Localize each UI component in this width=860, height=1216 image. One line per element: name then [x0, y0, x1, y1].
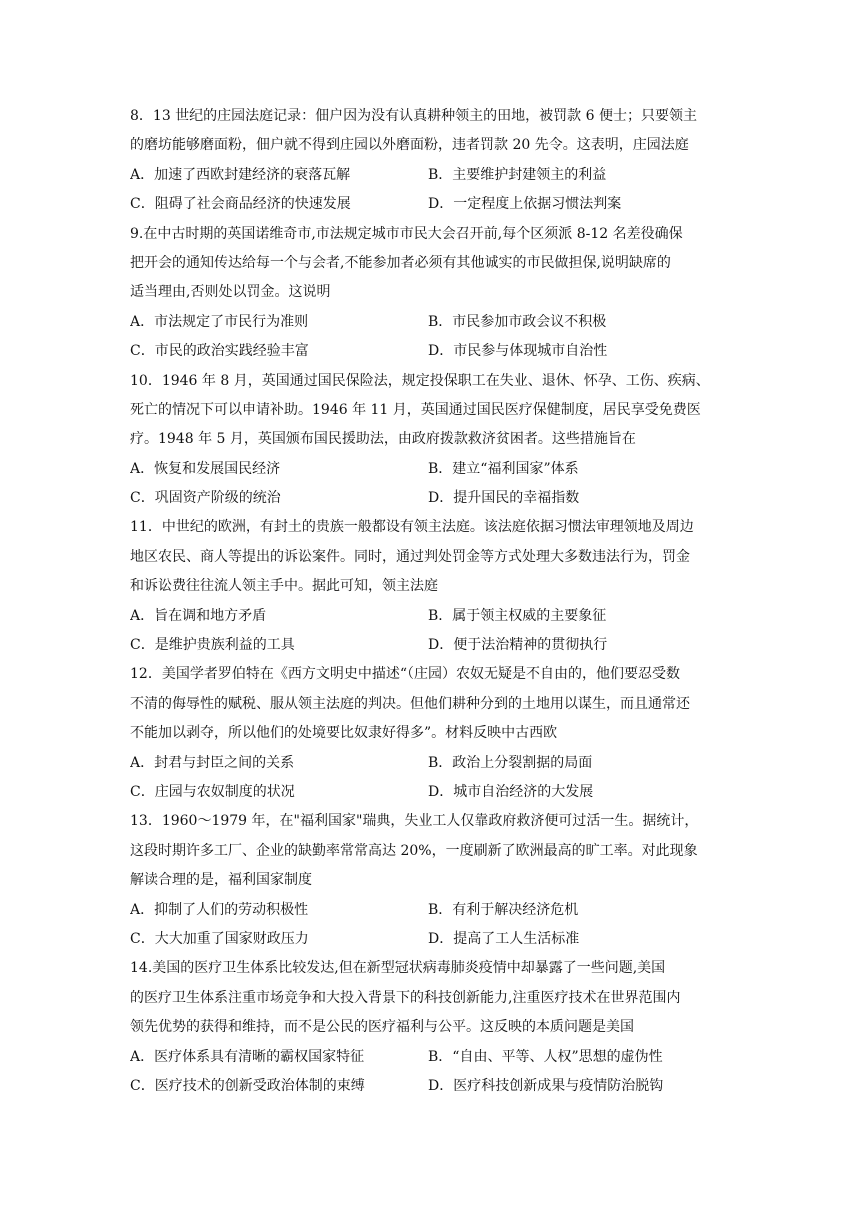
- question-stem-line: 解读合理的是，福利国家制度: [130, 872, 312, 889]
- option-a: A．医疗体系具有清晰的霸权国家特征: [130, 1048, 365, 1065]
- question-stem-line: 死亡的情况下可以申请补助。1946 年 11 月，英国通过国民医疗保健制度，居民享受免费医: [130, 401, 701, 418]
- option-a: A．加速了西欧封建经济的衰落瓦解: [130, 166, 351, 183]
- question-stem-line: 适当理由,否则处以罚金。这说明: [130, 284, 331, 301]
- option-row: [130, 337, 730, 366]
- question-stem-line: 9.在中古时期的英国诺维奇市,市法规定城市市民大会召开前,每个区须派 8-12 名差役确保: [130, 225, 683, 242]
- option-row: [130, 455, 730, 484]
- option-a: A．市法规定了市民行为准则: [130, 313, 309, 330]
- option-d: D．市民参与体现城市自治性: [428, 343, 608, 360]
- option-a: A．抑制了人们的劳动积极性: [130, 901, 309, 918]
- option-b: B．有利于解决经济危机: [428, 901, 579, 918]
- option-row: [130, 161, 730, 190]
- option-d: D．提高了工人生活标准: [428, 930, 580, 947]
- question-stem-line: 的磨坊能够磨面粉，佃户就不得到庄园以外磨面粉，违者罚款 20 先令。这表明，庄园法庭: [130, 137, 689, 154]
- question-stem-line: 11．中世纪的欧洲，有封土的贵族一般都设有领主法庭。该法庭依据习惯法审理领地及周边: [130, 519, 694, 536]
- option-b: B．属于领主权威的主要象征: [428, 607, 607, 624]
- question-stem-line: 8．13 世纪的庄园法庭记录：佃户因为没有认真耕种领主的田地，被罚款 6 便士；只要领主: [130, 108, 697, 124]
- question-stem-line: 不能加以剥夺，所以他们的处境要比奴隶好得多”。材料反映中古西欧: [130, 725, 558, 742]
- question-14: [130, 954, 730, 1101]
- option-c: C．是维护贵族利益的工具: [130, 637, 295, 654]
- option-row: [130, 749, 730, 778]
- option-b: B．建立“福利国家”体系: [428, 460, 579, 477]
- option-d: D．一定程度上依据习惯法判案: [428, 196, 622, 213]
- question-stem-line: 地区农民、商人等提出的诉讼案件。同时，通过判处罚金等方式处理大多数违法行为，罚金: [130, 548, 690, 565]
- option-row: [130, 308, 730, 337]
- question-stem-line: 领先优势的获得和维持，而不是公民的医疗福利与公平。这反映的本质问题是美国: [130, 1019, 634, 1036]
- option-d: D．医疗科技创新成果与疫情防治脱钩: [428, 1077, 664, 1094]
- option-c: C．市民的政治实践经验丰富: [130, 343, 309, 360]
- question-12: [130, 660, 730, 807]
- option-row: [130, 190, 730, 219]
- option-b: B．“自由、平等、人权”思想的虚伪性: [428, 1048, 663, 1065]
- question-stem-line: 不清的侮辱性的赋税、服从领主法庭的判决。但他们耕种分到的土地用以谋生，而且通常还: [130, 695, 690, 712]
- option-c: C．大大加重了国家财政压力: [130, 930, 309, 947]
- option-a: A．旨在调和地方矛盾: [130, 607, 267, 624]
- option-c: C．医疗技术的创新受政治体制的束缚: [130, 1077, 365, 1094]
- option-row: [130, 778, 730, 807]
- question-stem-line: 13．1960～1979 年，在"福利国家"瑞典，失业工人仅靠政府救济便可过活一生。据统计，: [130, 813, 699, 830]
- question-stem-line: 12．美国学者罗伯特在《西方文明史中描述“（庄园）农奴无疑是不自由的，他们要忍受数: [130, 666, 680, 683]
- option-b: B．主要维护封建领主的利益: [428, 166, 607, 183]
- question-10: [130, 367, 730, 514]
- question-stem-line: 14.美国的医疗卫生体系比较发达,但在新型冠状病毒肺炎疫情中却暴露了一些问题,美国: [130, 960, 666, 977]
- option-row: [130, 1072, 730, 1101]
- question-8: [130, 102, 730, 220]
- option-b: B．政治上分裂割据的局面: [428, 754, 593, 771]
- option-b: B．市民参加市政会议不积极: [428, 313, 607, 330]
- question-list: [130, 102, 730, 1101]
- option-row: [130, 484, 730, 513]
- option-a: A．恢复和发展国民经济: [130, 460, 281, 477]
- question-stem-line: 这段时期许多工厂、企业的缺勤率常常高达 20%，一度刷新了欧洲最高的旷工率。对此现象: [130, 842, 698, 859]
- option-row: [130, 925, 730, 954]
- question-9: [130, 220, 730, 367]
- option-c: C．巩固资产阶级的统治: [130, 490, 281, 507]
- option-d: D．城市自治经济的大发展: [428, 783, 594, 800]
- question-stem-line: 的医疗卫生体系注重市场竞争和大投入背景下的科技创新能力,注重医疗技术在世界范围内: [130, 989, 681, 1006]
- option-row: [130, 896, 730, 925]
- question-11: [130, 513, 730, 660]
- option-c: C．阻碍了社会商品经济的快速发展: [130, 196, 351, 213]
- option-a: A．封君与封臣之间的关系: [130, 754, 295, 771]
- option-row: [130, 1043, 730, 1072]
- question-stem-line: 10．1946 年 8 月，英国通过国民保险法，规定投保职工在失业、退休、怀孕、工伤、疾病、: [130, 372, 710, 389]
- question-stem-line: 和诉讼费往往流人领主手中。据此可知，领主法庭: [130, 578, 438, 595]
- option-row: [130, 602, 730, 631]
- option-row: [130, 631, 730, 660]
- option-d: D．便于法治精神的贯彻执行: [428, 637, 608, 654]
- option-c: C．庄园与农奴制度的状况: [130, 783, 295, 800]
- question-stem-line: 把开会的通知传达给每一个与会者,不能参加者必须有其他诚实的市民做担保,说明缺席的: [130, 254, 671, 271]
- question-stem-line: 疗。1948 年 5 月，英国颁布国民援助法，由政府拨款救济贫困者。这些措施旨在: [130, 431, 636, 448]
- question-13: [130, 807, 730, 954]
- option-d: D．提升国民的幸福指数: [428, 490, 580, 507]
